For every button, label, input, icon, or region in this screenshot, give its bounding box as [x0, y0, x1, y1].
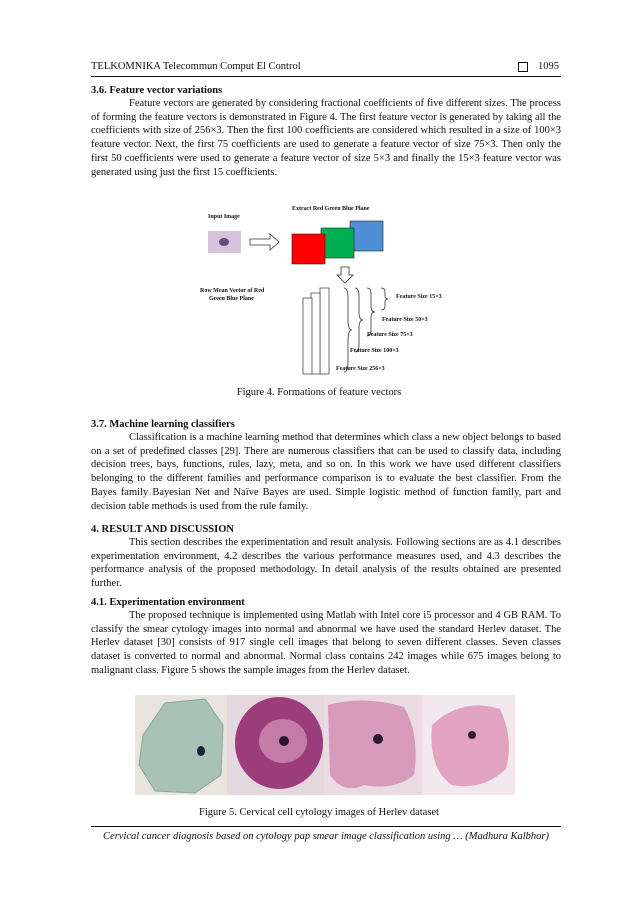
journal-name: TELKOMNIKA Telecommun Comput El Control — [91, 61, 301, 72]
section-3-7-paragraph: Classification is a machine learning method that determines which class a new object belongs to based on a set of predefined classes [29]. There are numerous classifiers that can be used to classify data, including decision trees, bays, functions, rules, lazy, meta, and so on. In this work we have used different classifiers belonging to the different families and performance comparison is to evaluate the best classifier. From the Bayes family Bayesian Net and Naïve Bayes are used. Simple logistic method of function family, part and decision table methods is used from the rule family. — [91, 432, 561, 512]
section-3-6-paragraph: Feature vectors are generated by considering fractional coefficients of five different sizes. The process of forming the feature vectors is demonstrated in Figure 4. The first feature vector is generated by taking all the coefficients with size of 256×3. Then the first 100 coefficients are considered which resulted in a size of 100×3 feature vector. Next, the first 75 coefficients are used to generate a feature vector of size 75×3. Then only the first 50 coefficients were used to generate a feature vector of size 5×3 and finally the 15×3 feature vector was generated using just the first 15 coefficients. — [91, 98, 561, 178]
row-mean-label-line1: Row Mean Vector of Red — [200, 288, 265, 294]
input-image-label: Input Image — [208, 214, 240, 220]
row-mean-vector-2 — [311, 293, 320, 374]
cell-image-1 — [135, 695, 227, 795]
section-heading-4-1: 4.1. Experimentation environment — [91, 597, 245, 608]
extract-rgb-label: Extract Red Green Blue Plane — [292, 206, 370, 212]
feature-size-15-label: Feature Size 15×3 — [396, 294, 442, 300]
cell-image-3 — [324, 695, 422, 795]
row-mean-label-line2: Green Blue Plane — [209, 296, 254, 302]
section-heading-3-6: 3.6. Feature vector variations — [91, 85, 223, 96]
feature-size-100-label: Feature Size 100×3 — [350, 348, 399, 354]
cell-image-2 — [227, 695, 324, 795]
section-heading-3-7: 3.7. Machine learning classifiers — [91, 419, 235, 430]
page-number: 1095 — [538, 61, 559, 72]
section-4-paragraph: This section describes the experimentation and result analysis. Following sections are as 4.1 describes experimentation environment, 4.2 describes the various performance measures used, and 4.3 describes the performance analysis of the proposed methodology. In detail analysis of the results obtained are presented further. — [91, 537, 561, 590]
checkbox-square-icon — [518, 62, 528, 72]
cell-image-4 — [422, 695, 515, 795]
feature-size-256-label: Feature Size 256×3 — [336, 366, 385, 372]
section-4-1-paragraph: The proposed technique is implemented using Matlab with Intel core i5 processor and 4 GB RAM. To classify the smear cytology images into normal and abnormal we have used the standard Herlev dataset. The Herlev dataset [30] consists of 917 single cell images that belong to seven different classes. Seven classes dataset is converted to normal and abnormal. Normal class contains 242 images while 675 images belong to malignant class. Figure 5 shows the sample images from the Herlev dataset. — [91, 610, 561, 676]
figure-4-diagram — [195, 200, 485, 378]
row-mean-vector-3 — [320, 288, 329, 374]
figure-5-caption: Figure 5. Cervical cell cytology images of Herlev dataset — [199, 807, 439, 818]
blue-plane — [350, 221, 383, 251]
figure-5-images — [135, 695, 515, 795]
running-footer: Cervical cancer diagnosis based on cytology pap smear image classification using … (Madhura Kalbhor) — [103, 831, 549, 842]
row-mean-vector-1 — [303, 298, 312, 374]
down-arrow-icon — [337, 267, 353, 283]
figure-4-caption: Figure 4. Formations of feature vectors — [236, 387, 402, 398]
footer-rule — [91, 826, 561, 827]
running-header — [91, 61, 559, 72]
feature-size-75-label: Feature Size 75×3 — [367, 332, 413, 338]
section-heading-4: 4. RESULT AND DISCUSSION — [91, 524, 234, 535]
feature-size-50-label: Feature Size 50×3 — [382, 317, 428, 323]
input-cell-image — [208, 231, 241, 253]
feature-braces — [344, 288, 388, 372]
green-plane — [321, 228, 354, 258]
header-rule — [91, 76, 561, 77]
red-plane — [292, 234, 325, 264]
right-arrow-icon — [250, 234, 279, 250]
